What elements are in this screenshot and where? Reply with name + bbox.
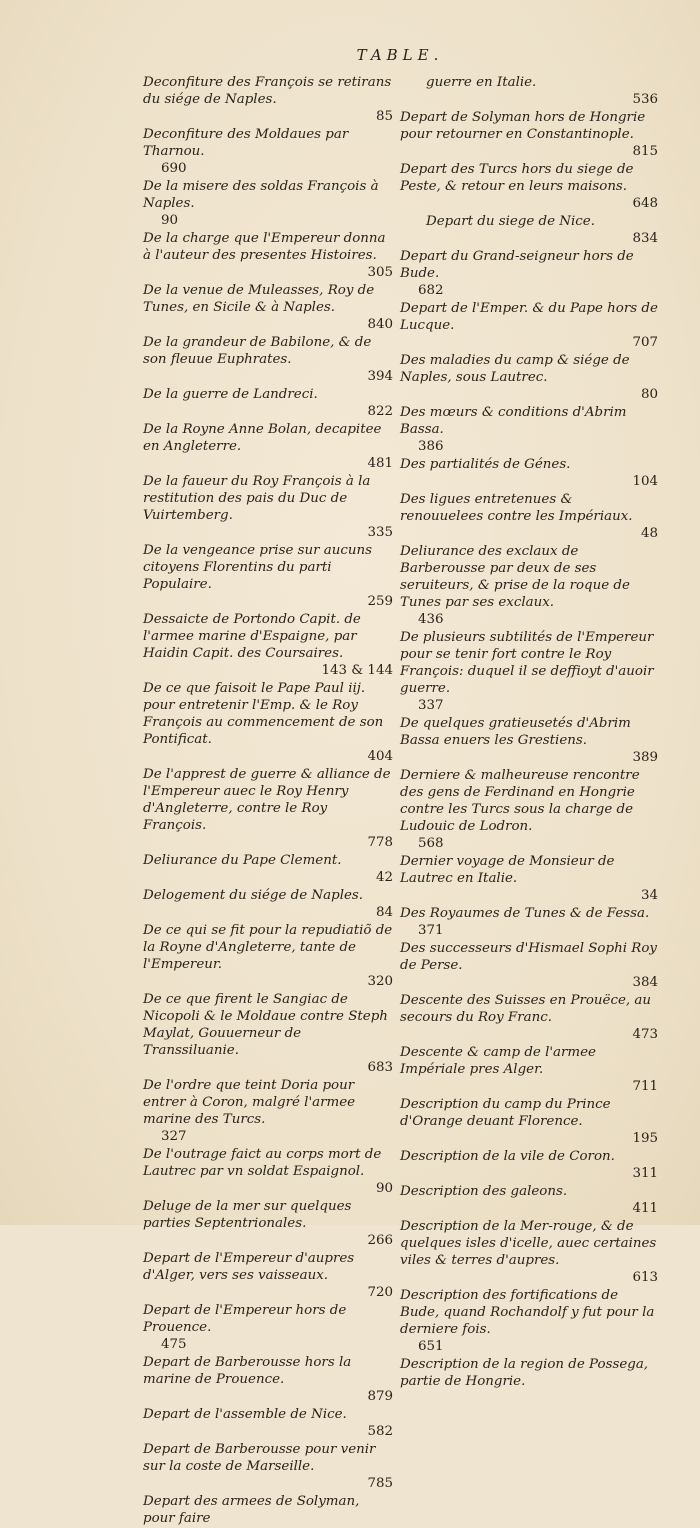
- entry-page-number: 90: [161, 213, 179, 228]
- index-entry: [143, 282, 393, 333]
- index-entry: [400, 629, 658, 714]
- entry-text: Depart de l'Empereur d'aupres d'Alger, vers ses vaisseaux.: [143, 1251, 355, 1283]
- entry-text: De l'ordre que teint Doria pour entrer à Coron, malgré l'armee marine des Turcs.: [143, 1078, 356, 1127]
- index-entry: [143, 473, 393, 541]
- index-entry: [400, 352, 658, 403]
- entry-page-number: 266: [367, 1233, 393, 1248]
- entry-page-number: 690: [161, 161, 187, 176]
- entry-text: De l'apprest de guerre & alliance de l'Empereur auec le Roy Henry d'Angleterre, contre le Roy François.: [143, 767, 391, 833]
- entry-text: Deconfiture des François se retirans du siége de Naples.: [143, 75, 392, 107]
- index-entry: [400, 404, 658, 455]
- index-entry: [400, 905, 658, 939]
- index-entry: [400, 1044, 658, 1095]
- entry-text: De plusieurs subtilités de l'Empereur pour se tenir fort contre le Roy François: duquel il se deffioyt d'auoir guerre.: [400, 630, 654, 696]
- index-entry: [143, 611, 393, 679]
- index-entry: [143, 230, 393, 281]
- index-column-left: [143, 74, 393, 1528]
- entry-page-number: 389: [632, 750, 658, 765]
- entry-page-number: 840: [367, 317, 393, 332]
- index-entry: [400, 1218, 658, 1286]
- entry-page-number: 394: [367, 369, 393, 384]
- index-entry: [143, 1146, 393, 1197]
- entry-page-number: 337: [418, 698, 444, 713]
- index-entry: [400, 715, 658, 766]
- index-entry: [143, 922, 393, 990]
- index-entry: [400, 992, 658, 1043]
- entry-page-number: 84: [375, 905, 393, 920]
- index-entry: [143, 386, 393, 420]
- entry-text: Description de la region de Possega, partie de Hongrie.: [400, 1357, 649, 1389]
- entry-text: De l'outrage faict au corps mort de Lautrec par vn soldat Espaignol.: [143, 1147, 382, 1179]
- entry-text: Depart des armees de Solyman, pour faire: [143, 1494, 360, 1526]
- entry-text: De ce que firent le Sangiac de Nicopoli & le Moldaue contre Steph Maylat, Gouuerneur de Transsiluanie.: [143, 992, 388, 1058]
- page-header: TABLE.: [356, 46, 444, 64]
- entry-page-number: 327: [161, 1129, 187, 1144]
- entry-text: Derniere & malheureuse rencontre des gens de Ferdinand en Hongrie contre les Turcs sous la charge de Ludouic de Lodron.: [400, 768, 640, 834]
- entry-page-number: 143 & 144: [321, 663, 393, 678]
- entry-page-number: 613: [632, 1270, 658, 1285]
- entry-text: Des partialités de Génes.: [400, 457, 571, 472]
- entry-page-number: 34: [640, 888, 658, 903]
- entry-text: Deliurance du Pape Clement.: [143, 853, 342, 868]
- entry-text: Depart du siege de Nice.: [426, 214, 595, 229]
- index-entry: [143, 766, 393, 851]
- entry-page-number: 384: [632, 975, 658, 990]
- index-entry: [143, 1441, 393, 1492]
- entry-page-number: 582: [367, 1424, 393, 1439]
- index-entry: [400, 109, 658, 160]
- entry-text: De la grandeur de Babilone, & de son fleuue Euphrates.: [143, 335, 372, 367]
- index-column-right: [400, 74, 658, 1391]
- entry-text: De la guerre de Landreci.: [143, 387, 318, 402]
- entry-text: Des Royaumes de Tunes & de Fessa.: [400, 906, 650, 921]
- entry-page-number: 536: [632, 92, 658, 107]
- index-entry: [400, 853, 658, 904]
- entry-page-number: 648: [632, 196, 658, 211]
- entry-page-number: 683: [367, 1060, 393, 1075]
- entry-text: Depart de l'assemble de Nice.: [143, 1407, 347, 1422]
- entry-page-number: 720: [367, 1285, 393, 1300]
- entry-text: Depart de Solyman hors de Hongrie pour retourner en Constantinople.: [400, 110, 646, 142]
- entry-text: De la Royne Anne Bolan, decapitee en Angleterre.: [143, 422, 382, 454]
- index-entry: [143, 991, 393, 1076]
- entry-text: Description des fortifications de Bude, quand Rochandolf y fut pour la derniere fois.: [400, 1288, 655, 1337]
- entry-page-number: 568: [418, 836, 444, 851]
- entry-page-number: 42: [375, 870, 393, 885]
- entry-page-number: 411: [632, 1201, 658, 1216]
- entry-page-number: 335: [367, 525, 393, 540]
- entry-text: Depart de Barberousse hors la marine de Prouence.: [143, 1355, 352, 1387]
- entry-page-number: 104: [632, 474, 658, 489]
- entry-text: Depart de l'Empereur hors de Prouence.: [143, 1303, 347, 1335]
- entry-page-number: 85: [375, 109, 393, 124]
- entry-text: Depart de l'Emper. & du Pape hors de Lucque.: [400, 301, 658, 333]
- entry-page-number: 707: [632, 335, 658, 350]
- entry-text: Description du camp du Prince d'Orange deuant Florence.: [400, 1097, 611, 1129]
- index-entry: [143, 1354, 393, 1405]
- entry-text: Descente & camp de l'armee Impériale pres Alger.: [400, 1045, 596, 1077]
- entry-text: De quelques gratieusetés d'Abrim Bassa enuers les Grestiens.: [400, 716, 631, 748]
- entry-page-number: 475: [161, 1337, 187, 1352]
- entry-text: guerre en Italie.: [426, 75, 537, 90]
- index-entry: [400, 1356, 658, 1390]
- entry-text: Dernier voyage de Monsieur de Lautrec en Italie.: [400, 854, 615, 886]
- index-entry: [400, 74, 658, 108]
- index-entry: [400, 1148, 658, 1182]
- index-entry: [143, 126, 393, 177]
- index-entry: [400, 300, 658, 351]
- entry-text: Dessaicte de Portondo Capit. de l'armee marine d'Espaigne, par Haidin Capit. des Coursaires.: [143, 612, 361, 661]
- entry-text: Descente des Suisses en Prouëce, au secours du Roy Franc.: [400, 993, 652, 1025]
- entry-text: De la misere des soldas François à Naples.: [143, 179, 379, 211]
- entry-page-number: 259: [367, 594, 393, 609]
- index-entry: [143, 542, 393, 610]
- entry-page-number: 711: [632, 1079, 658, 1094]
- entry-text: Depart des Turcs hors du siege de Peste, & retour en leurs maisons.: [400, 162, 634, 194]
- index-entry: [143, 1406, 393, 1440]
- entry-page-number: 48: [640, 526, 658, 541]
- entry-text: Des mœurs & conditions d'Abrim Bassa.: [400, 405, 627, 437]
- entry-page-number: 481: [367, 456, 393, 471]
- entry-page-number: 879: [367, 1389, 393, 1404]
- index-entry: [400, 543, 658, 628]
- entry-page-number: 785: [367, 1476, 393, 1491]
- entry-text: Deluge de la mer sur quelques parties Septentrionales.: [143, 1199, 352, 1231]
- entry-page-number: 371: [418, 923, 444, 938]
- entry-text: Description de la vile de Coron.: [400, 1149, 615, 1164]
- index-entry: [143, 1302, 393, 1353]
- index-entry: [400, 940, 658, 991]
- index-entry: [400, 491, 658, 542]
- index-entry: [143, 178, 393, 229]
- entry-text: Description des galeons.: [400, 1184, 568, 1199]
- entry-text: Delogement du siége de Naples.: [143, 888, 364, 903]
- entry-text: Deconfiture des Moldaues par Tharnou.: [143, 127, 349, 159]
- entry-text: Depart du Grand-seigneur hors de Bude.: [400, 249, 634, 281]
- entry-page-number: 195: [632, 1131, 658, 1146]
- index-entry: [400, 161, 658, 212]
- index-entry: [143, 1250, 393, 1301]
- entry-text: Deliurance des exclaux de Barberousse par deux de ses seruiteurs, & prise de la roque de Tunes par ses exclaux.: [400, 544, 630, 610]
- index-entry: [400, 1096, 658, 1147]
- entry-text: Des ligues entretenues & renouuelees contre les Impériaux.: [400, 492, 633, 524]
- entry-text: De la faueur du Roy François à la restitution des pais du Duc de Vuirtemberg.: [143, 474, 371, 523]
- entry-text: Des successeurs d'Hismael Sophi Roy de Perse.: [400, 941, 657, 973]
- entry-page-number: 320: [367, 974, 393, 989]
- entry-page-number: 90: [375, 1181, 393, 1196]
- entry-text: De ce qui se fit pour la repudiatiõ de la Royne d'Angleterre, tante de l'Empereur.: [143, 923, 393, 972]
- entry-text: Description de la Mer-rouge, & de quelques isles d'icelle, auec certaines viles & terres d'aupres.: [400, 1219, 657, 1268]
- index-entry: [400, 1183, 658, 1217]
- entry-page-number: 778: [367, 835, 393, 850]
- index-entry: [143, 887, 393, 921]
- entry-page-number: 80: [640, 387, 658, 402]
- index-entry: [400, 456, 658, 490]
- index-entry: [400, 1287, 658, 1355]
- index-entry: [143, 1198, 393, 1249]
- entry-page-number: 386: [418, 439, 444, 454]
- index-entry: [143, 74, 393, 125]
- index-entry: [143, 1077, 393, 1145]
- entry-page-number: 815: [632, 144, 658, 159]
- entry-text: De la venue de Muleasses, Roy de Tunes, en Sicile & à Naples.: [143, 283, 375, 315]
- entry-page-number: 822: [367, 404, 393, 419]
- entry-page-number: 473: [632, 1027, 658, 1042]
- index-entry: [400, 248, 658, 299]
- entry-text: De ce que faisoit le Pape Paul iij. pour entretenir l'Emp. & le Roy François au commencement de son Pontificat.: [143, 681, 384, 747]
- index-entry: [400, 213, 658, 247]
- entry-text: De la charge que l'Empereur donna à l'auteur des presentes Histoires.: [143, 231, 386, 263]
- entry-page-number: 305: [367, 265, 393, 280]
- index-entry: [143, 680, 393, 765]
- entry-page-number: 834: [632, 231, 658, 246]
- entry-page-number: 404: [367, 749, 393, 764]
- entry-page-number: 651: [418, 1339, 444, 1354]
- entry-page-number: 436: [418, 612, 444, 627]
- index-entry: [143, 1493, 393, 1527]
- entry-page-number: 682: [418, 283, 444, 298]
- index-entry: [143, 421, 393, 472]
- index-entry: [143, 852, 393, 886]
- index-entry: [143, 334, 393, 385]
- entry-text: Des maladies du camp & siége de Naples, sous Lautrec.: [400, 353, 630, 385]
- entry-text: Depart de Barberousse pour venir sur la coste de Marseille.: [143, 1442, 376, 1474]
- entry-page-number: 311: [632, 1166, 658, 1181]
- entry-text: De la vengeance prise sur aucuns citoyens Florentins du parti Populaire.: [143, 543, 373, 592]
- index-entry: [400, 767, 658, 852]
